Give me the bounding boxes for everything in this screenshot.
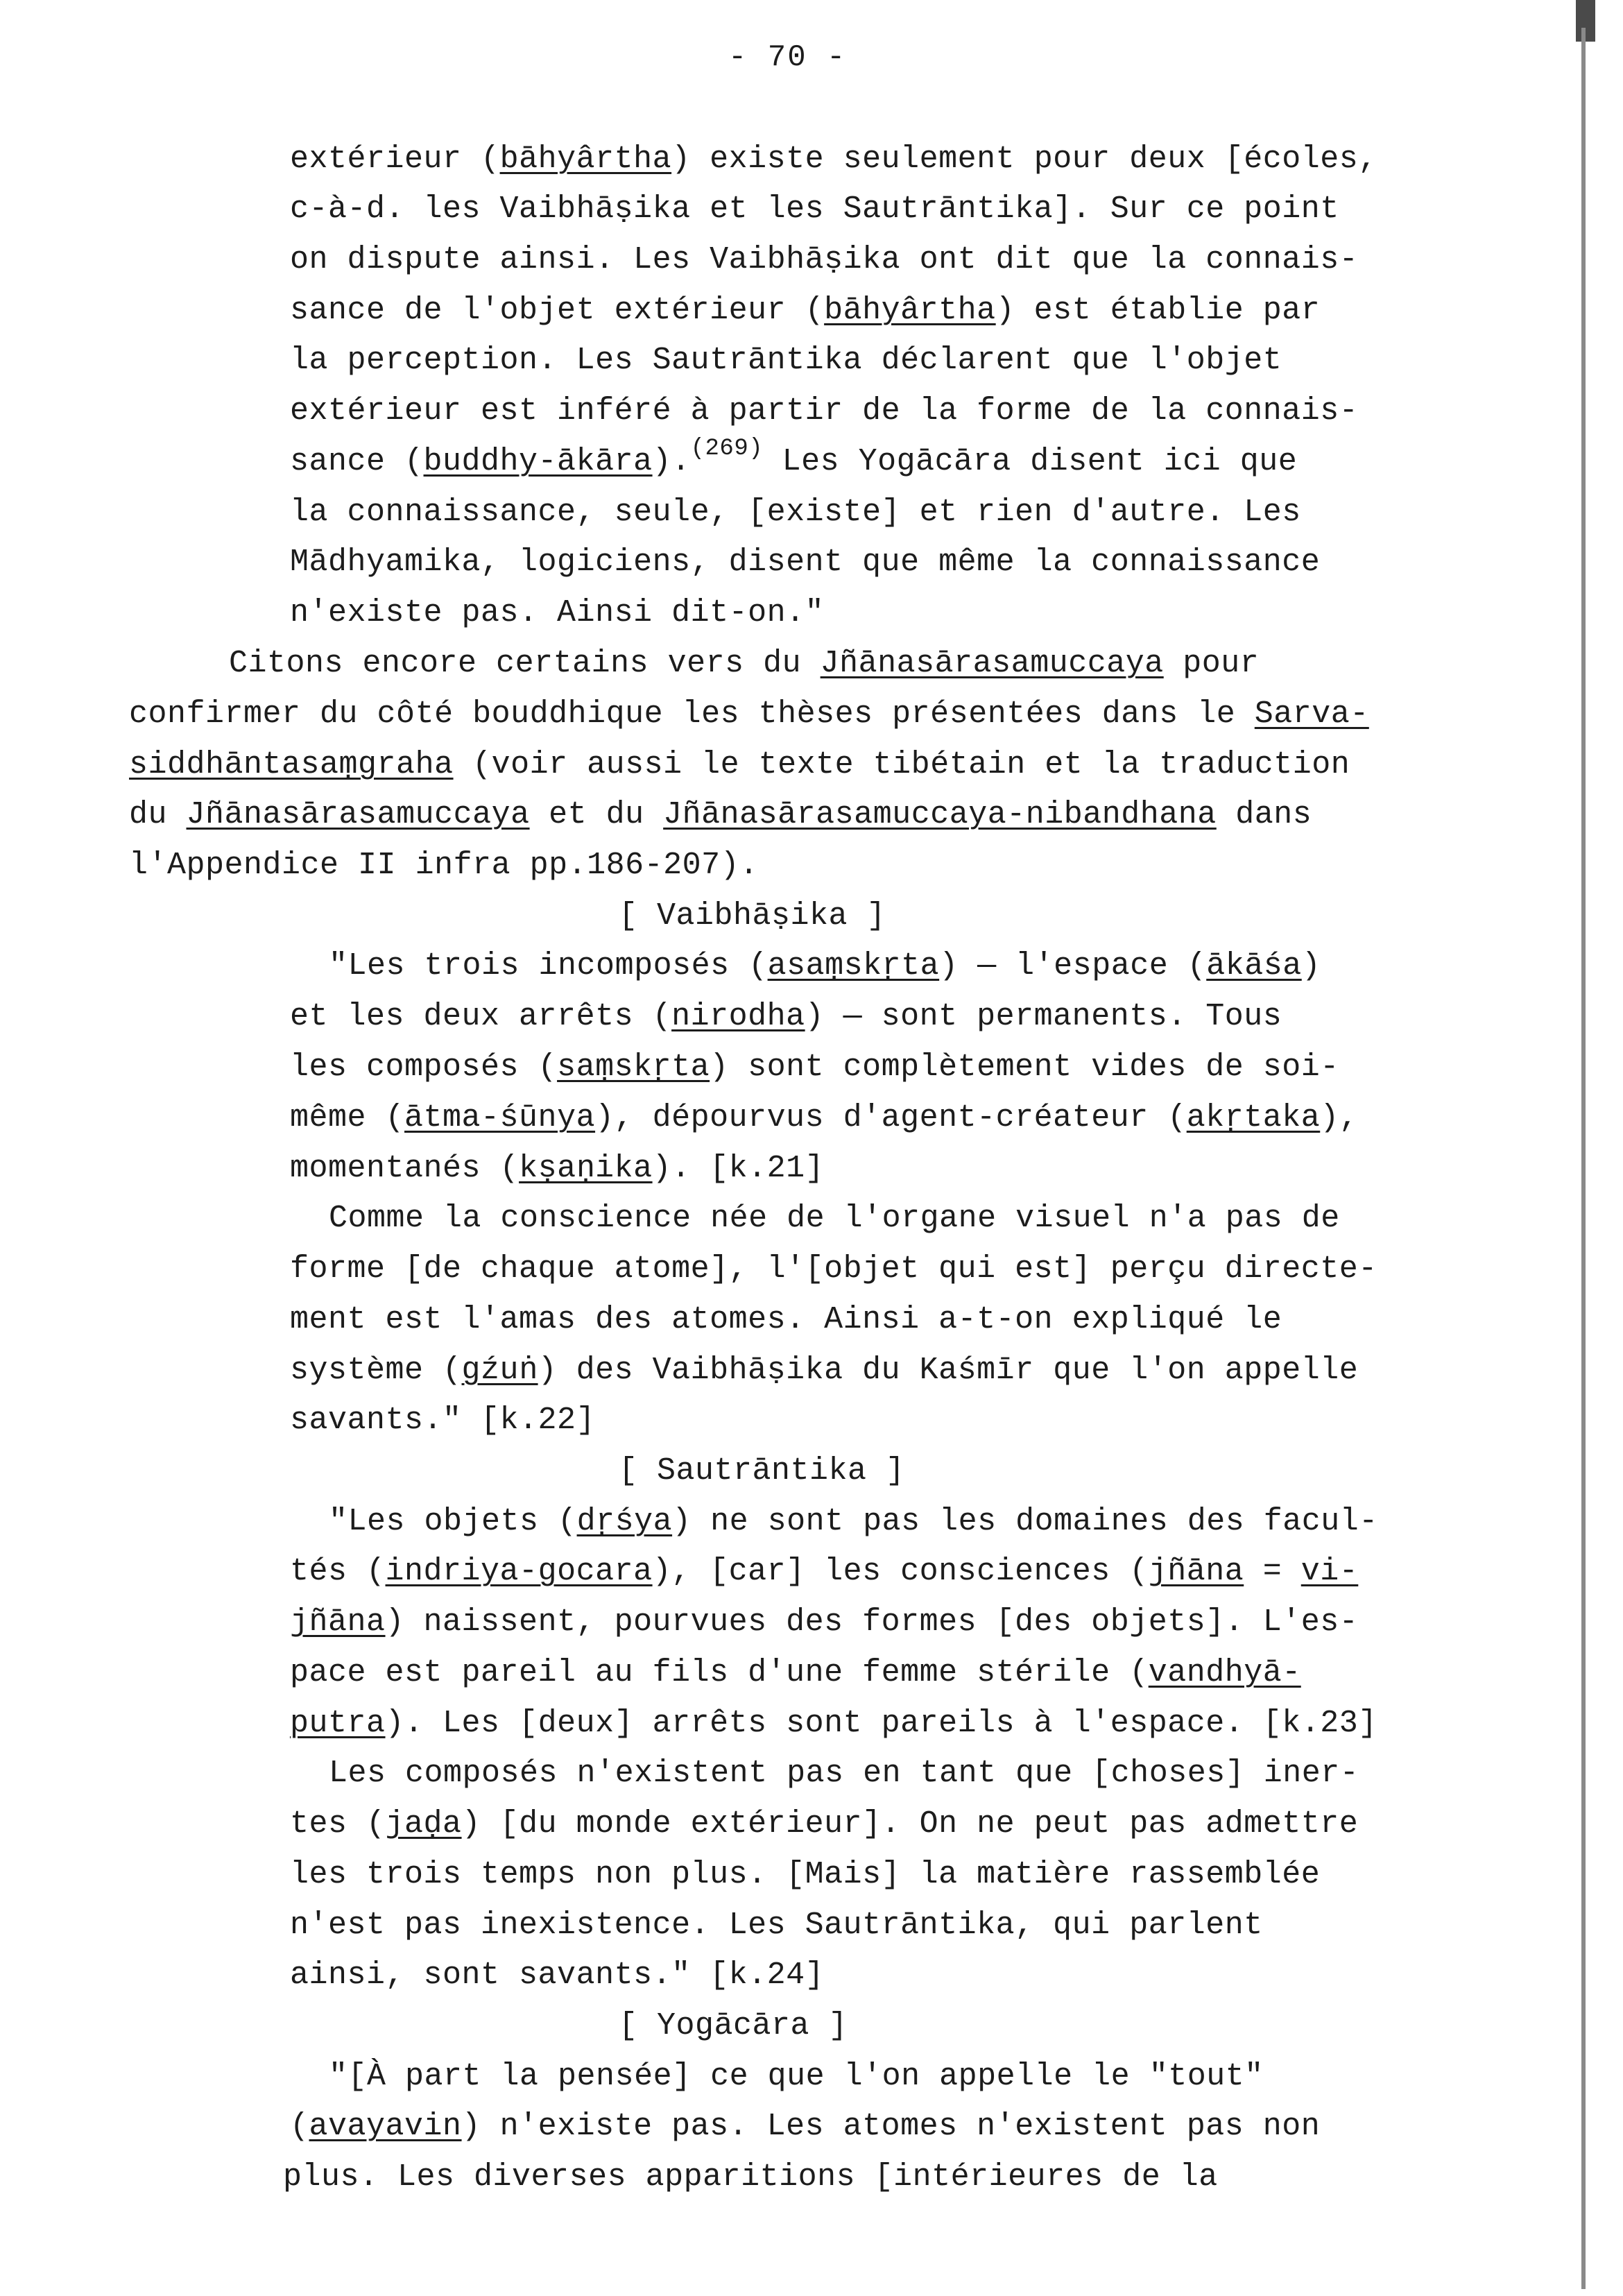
section-heading-sautrantika: [ Sautrāntika ] (619, 1453, 905, 1489)
text-line: ment est l'amas des atomes. Ainsi a-t-on expliqué le (290, 1302, 1282, 1337)
text-line: plus. Les diverses apparitions [intérieures de la (283, 2159, 1218, 2195)
footnote-ref: (269) (690, 436, 764, 462)
text-line: "[À part la pensée] ce que l'on appelle le "tout" (329, 2059, 1264, 2094)
text-line: jñāna) naissent, pourvues des formes [des objets]. L'es- (290, 1604, 1359, 1640)
text-line: sance de l'objet extérieur (bāhyârtha) est établie par (290, 293, 1321, 328)
text-line: Comme la conscience née de l'organe visuel n'a pas de (329, 1201, 1340, 1236)
text-line: siddhāntasaṃgraha (voir aussi le texte tibétain et la traduction (129, 747, 1350, 782)
text-line: "Les objets (dṛśya) ne sont pas les domaines des facul- (329, 1504, 1378, 1539)
text-line: ainsi, sont savants." [k.24] (290, 1957, 825, 1993)
text-line: la connaissance, seule, [existe] et rien d'autre. Les (290, 495, 1301, 530)
binding-edge-top (1576, 0, 1595, 42)
text-line: les composés (saṃskṛta) sont complètement vides de soi- (290, 1050, 1339, 1085)
binding-edge (1581, 28, 1586, 2289)
text-line: Les composés n'existent pas en tant que [choses] iner- (329, 1756, 1359, 1791)
text-line: c-à-d. les Vaibhāṣika et les Sautrāntika]. Sur ce point (290, 191, 1339, 227)
text-line: Citons encore certains vers du Jñānasārasamuccaya pour (229, 646, 1260, 681)
text-line: confirmer du côté bouddhique les thèses présentées dans le Sarva- (129, 696, 1369, 732)
text-line: les trois temps non plus. [Mais] la matière rassemblée (290, 1857, 1321, 1892)
page-number: - 70 - (728, 40, 847, 75)
text-line: "Les trois incomposés (asaṃskṛta) — l'espace (ākāśa) (329, 948, 1321, 984)
text-line: n'est pas inexistence. Les Sautrāntika, qui parlent (290, 1908, 1263, 1943)
text-line: (avayavin) n'existe pas. Les atomes n'existent pas non (290, 2109, 1321, 2144)
text-line: n'existe pas. Ainsi dit-on." (290, 595, 825, 631)
text-line: l'Appendice II infra pp.186-207). (129, 848, 759, 883)
text-line: putra). Les [deux] arrêts sont pareils à l'espace. [k.23] (290, 1706, 1377, 1741)
text-line: forme [de chaque atome], l'[objet qui est] perçu directe- (290, 1251, 1377, 1287)
text-line: extérieur est inféré à partir de la forme de la connais- (290, 393, 1359, 429)
section-heading-vaibhasika: [ Vaibhāṣika ] (619, 898, 886, 934)
text-line: tes (jaḍa) [du monde extérieur]. On ne peut pas admettre (290, 1806, 1359, 1842)
text-line: savants." [k.22] (290, 1403, 596, 1438)
text-line: système (gźuṅ) des Vaibhāṣika du Kaśmīr que l'on appelle (290, 1353, 1359, 1388)
text-line: extérieur (bāhyârtha) existe seulement pour deux [écoles, (290, 142, 1377, 177)
text-line: du Jñānasārasamuccaya et du Jñānasārasamuccaya-nibandhana dans (129, 797, 1312, 832)
text-line: et les deux arrêts (nirodha) — sont permanents. Tous (290, 999, 1282, 1034)
text-line: tés (indriya-gocara), [car] les consciences (jñāna = vi- (290, 1554, 1359, 1589)
text-line: momentanés (kṣaṇika). [k.21] (290, 1151, 825, 1186)
text-line: Mādhyamika, logiciens, disent que même la connaissance (290, 545, 1321, 580)
section-heading-yogacara: [ Yogācāra ] (619, 2008, 848, 2044)
text-line: même (ātma-śūnya), dépourvus d'agent-créateur (akṛtaka), (290, 1100, 1359, 1136)
text-line: on dispute ainsi. Les Vaibhāṣika ont dit que la connais- (290, 242, 1359, 277)
text-line: sance (buddhy-ākāra).$^{(269)}$ Les Yogācāra disent ici que (290, 436, 1298, 479)
text-line: la perception. Les Sautrāntika déclarent que l'objet (290, 343, 1282, 378)
text-line: pace est pareil au fils d'une femme stérile (vandhyā- (290, 1655, 1301, 1690)
